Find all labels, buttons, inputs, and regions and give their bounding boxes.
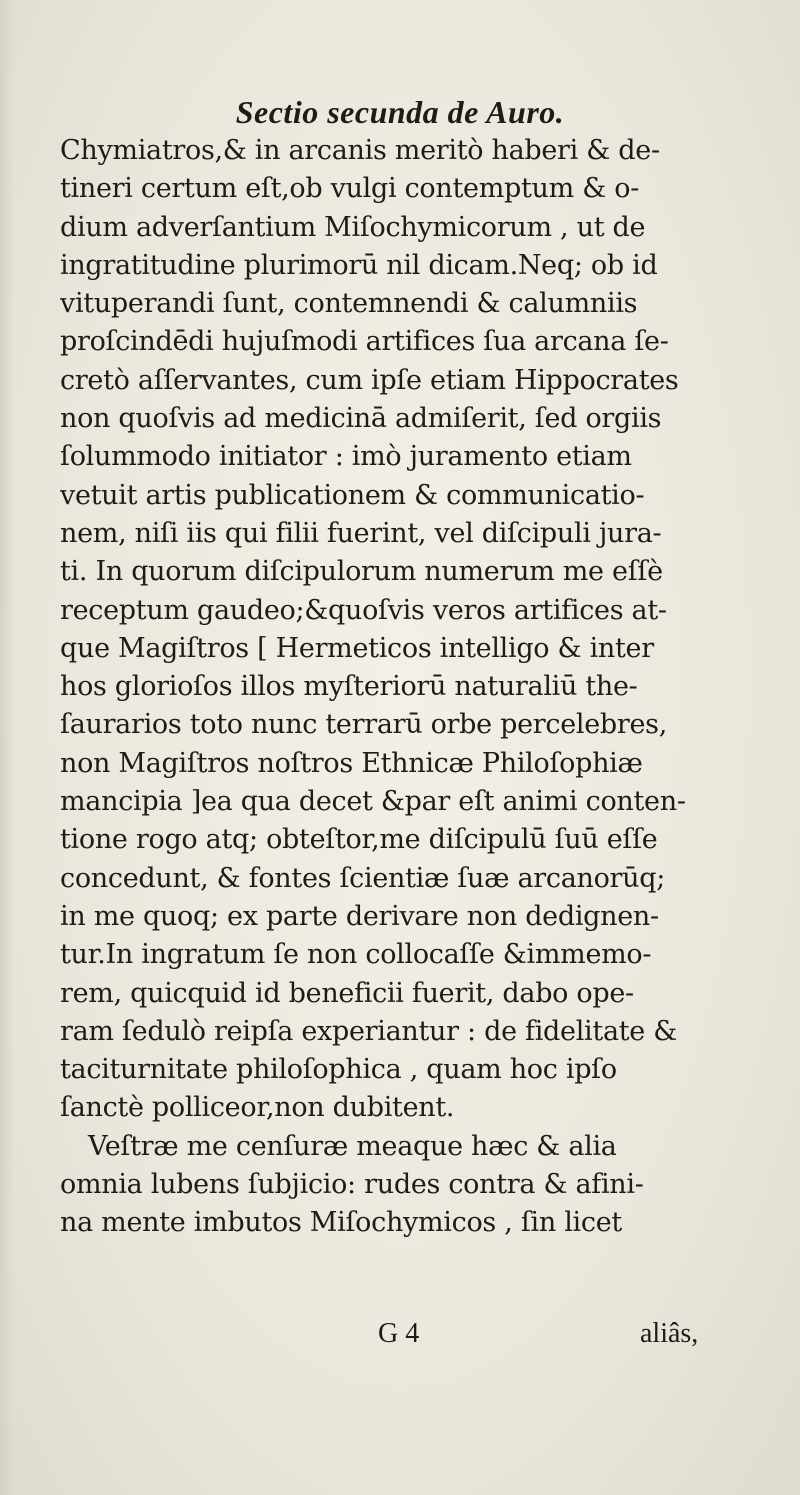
text-line: Veſtræ me cenſuræ meaque hæc & alia	[88, 1130, 617, 1162]
text-line: tione rogo atq; obteſtor,me diſcipulū ſuū eſſe	[60, 824, 658, 856]
text-line: omnia lubens ſubjicio: rudes contra & afini-	[60, 1169, 644, 1201]
text-line: taciturnitate philoſophica , quam hoc ipſo	[60, 1054, 617, 1086]
text-line: hos glorioſos illos myſteriorū naturaliū the-	[60, 671, 638, 703]
catchword: aliâs,	[640, 1318, 699, 1349]
text-line: ſanctè polliceor,non dubitent.	[60, 1092, 455, 1124]
page-gutter-shadow	[0, 0, 14, 1495]
text-line: concedunt, & fontes ſcientiæ ſuæ arcanorūq;	[60, 862, 666, 894]
text-line: tineri certum eſt,ob vulgi contemptum & o-	[60, 173, 640, 205]
text-line: que Magiſtros [ Hermeticos intelligo & inter	[60, 632, 654, 664]
text-line: nem, niſi iis qui filii fuerint, vel diſcipuli jura-	[60, 517, 662, 549]
text-line: mancipia ]ea qua decet &par eſt animi conten-	[60, 786, 686, 818]
text-line: ſolummodo initiator : imò juramento etiam	[60, 441, 632, 473]
page-footer	[0, 1318, 800, 1358]
text-line: ram ſedulò reipſa experiantur : de fidelitate &	[60, 1015, 677, 1047]
text-line: vituperandi ſunt, contemnendi & calumniis	[60, 288, 638, 320]
text-line: proſcindēdi hujuſmodi artifices ſua arcana ſe-	[60, 326, 669, 358]
body-text	[60, 132, 780, 1243]
running-head: Sectio secunda de Auro.	[235, 94, 565, 130]
text-line: non Magiſtros noſtros Ethnicæ Philoſophiæ	[60, 747, 643, 779]
text-line: in me quoq; ex parte derivare non dedignen-	[60, 900, 659, 932]
text-line: tur.In ingratum ſe non collocaſſe &immemo-	[60, 939, 652, 971]
signature-mark: G 4	[378, 1318, 420, 1349]
text-line: ti. In quorum diſcipulorum numerum me eſſè	[60, 556, 663, 588]
text-line: receptum gaudeo;&quoſvis veros artifices at-	[60, 594, 667, 626]
text-line: ſaurarios toto nunc terrarū orbe percelebres,	[60, 709, 667, 741]
text-line: vetuit artis publicationem & communicatio-	[60, 479, 645, 511]
text-line: dium adverſantium Miſochymicorum , ut de	[60, 211, 646, 243]
text-line: na mente imbutos Miſochymicos , ſin licet	[60, 1207, 622, 1239]
text-line: non quoſvis ad medicinā admiſerit, ſed orgiis	[60, 403, 662, 435]
text-line: ingratitudine plurimorū nil dicam.Neq; ob id	[60, 249, 658, 281]
text-line: rem, quicquid id beneficii fuerit, dabo ope-	[60, 977, 634, 1009]
text-line: cretò aſſervantes, cum ipſe etiam Hippocrates	[60, 364, 679, 396]
text-line: Chymiatros,& in arcanis meritò haberi & de-	[60, 135, 660, 166]
